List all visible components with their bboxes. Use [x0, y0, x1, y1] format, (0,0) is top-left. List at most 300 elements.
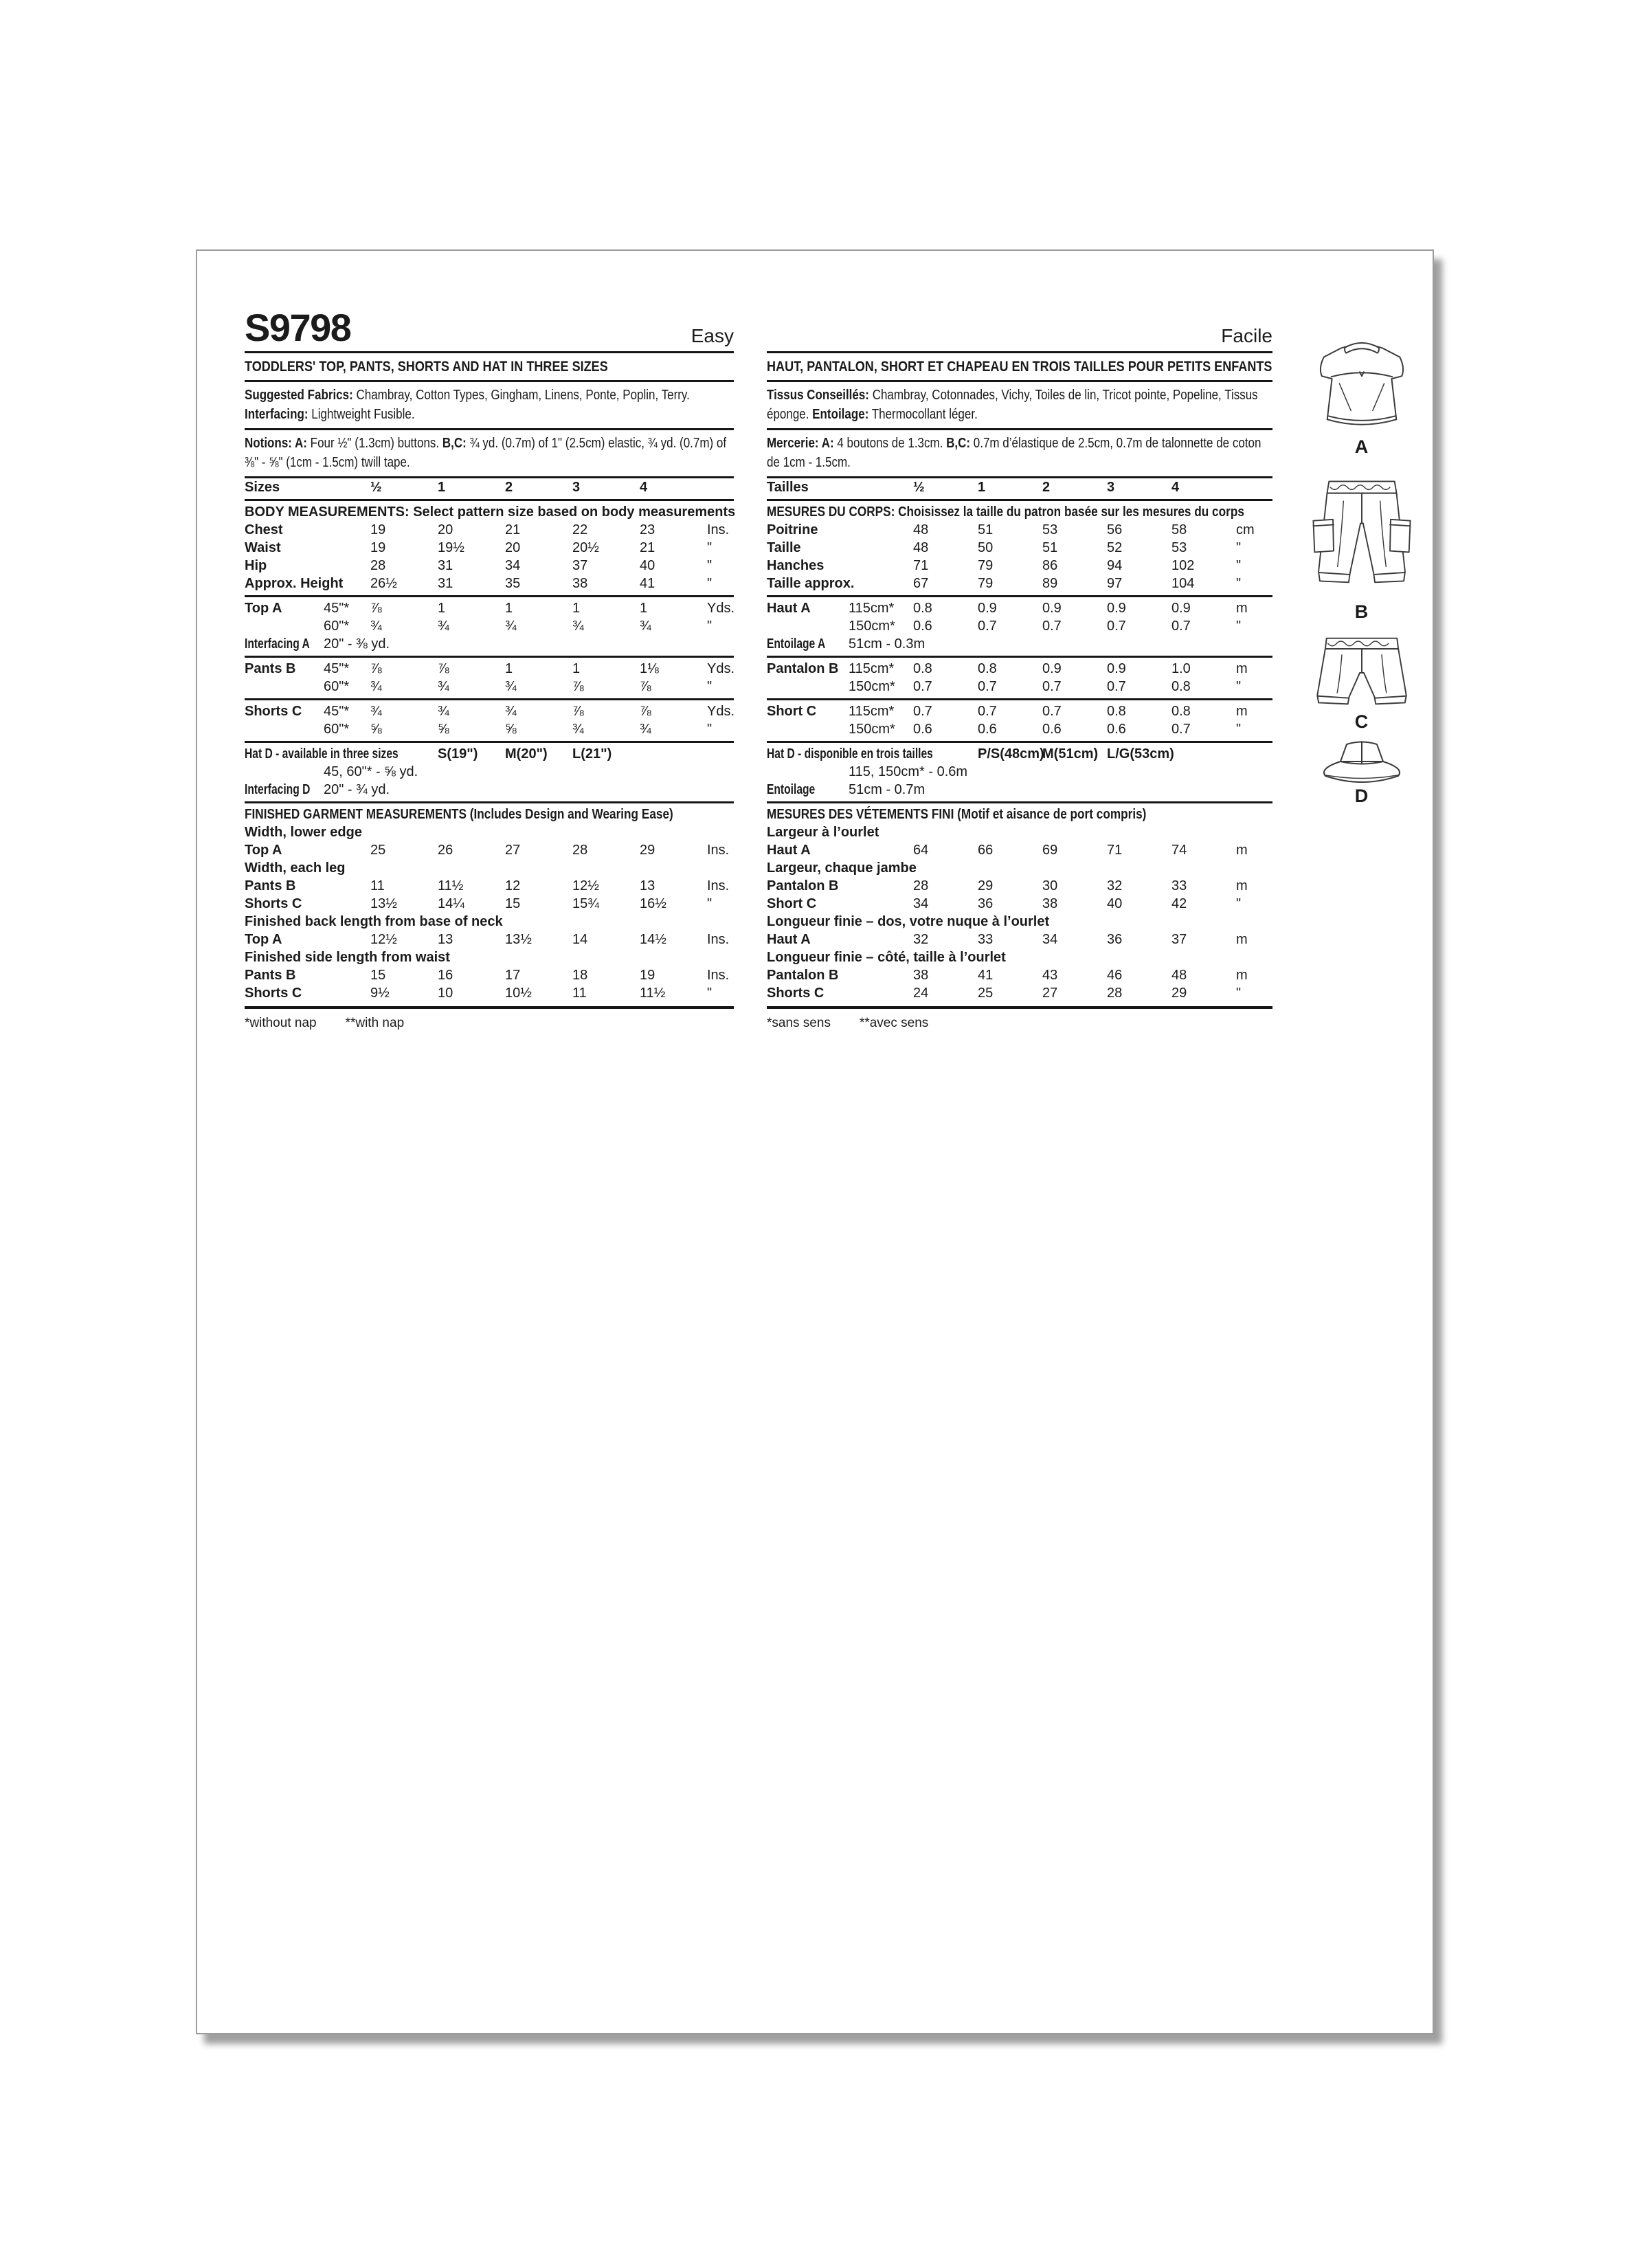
- hat-d-tailles-row: [767, 745, 1272, 763]
- cell: 14: [572, 932, 588, 947]
- cell: 56: [1107, 522, 1123, 537]
- finished-row-top-a-length: [245, 931, 734, 948]
- cell: 48: [913, 540, 929, 555]
- figure-pants-b: [1299, 474, 1424, 622]
- hat-size-large: L(21"): [572, 746, 612, 761]
- cell: 1: [505, 661, 513, 676]
- cell: 1: [505, 601, 513, 616]
- cell: ⅝: [438, 722, 449, 737]
- cell: ⅞: [438, 661, 449, 676]
- cell: 86: [1042, 558, 1058, 573]
- cell: 27: [505, 843, 521, 858]
- cell: 0.6: [1042, 722, 1062, 737]
- cell: 14¼: [438, 896, 464, 911]
- tailles-header-row: [767, 478, 1272, 496]
- top-a-back-view-illustration: [1297, 335, 1427, 436]
- cell: 21: [505, 522, 521, 537]
- cell: 33: [1171, 878, 1187, 893]
- cell: 28: [370, 558, 386, 573]
- cell: 0.7: [1042, 619, 1062, 634]
- row-label: Shorts C: [245, 986, 302, 1001]
- cell: 43: [1042, 968, 1058, 983]
- row-label: Pants B: [245, 968, 296, 983]
- cell: 0.8: [1107, 704, 1126, 719]
- cell: 16: [438, 968, 453, 983]
- cell: 40: [1107, 896, 1123, 911]
- entoilage-d-row: [767, 781, 1272, 799]
- cell: ¾: [438, 679, 449, 694]
- mercerie-text-1: 4 boutons de 1.3cm.: [833, 436, 947, 451]
- cell: ⅝: [505, 722, 517, 737]
- notions-text-1: Four ½" (1.3cm) buttons.: [306, 436, 442, 451]
- row-label: Top A: [245, 601, 282, 616]
- cell: 1: [640, 601, 648, 616]
- divider: [767, 698, 1272, 700]
- cell: 33: [978, 932, 994, 947]
- width-spec: 45"*: [324, 661, 350, 676]
- mercerie-block-fr: [767, 430, 1272, 478]
- interfacing-d-row: [245, 781, 734, 799]
- cell: 34: [505, 558, 521, 573]
- yardage-row-pants-b-60: [245, 678, 734, 696]
- garment-title-en: [245, 353, 734, 382]
- hat-size-small: S(19"): [438, 746, 478, 761]
- cell: ⅞: [370, 601, 382, 616]
- footnote-en: [245, 1011, 734, 1031]
- entoilage-a-metrage: 51cm - 0.3m: [849, 636, 926, 652]
- subhead-width-each-leg: Width, each leg: [245, 860, 346, 876]
- subhead-longueur-dos: Longueur finie – dos, votre nuque à l’ourlet: [767, 914, 1050, 929]
- cell: 1: [572, 661, 581, 676]
- cell: 35: [505, 576, 521, 591]
- hat-size-medium: M(20"): [505, 746, 548, 761]
- row-label-text: Interfacing A: [245, 636, 310, 652]
- table-row-taille: [767, 539, 1272, 557]
- pants-b-back-view-illustration: [1299, 474, 1424, 601]
- cell: ¾: [505, 704, 517, 719]
- cell: 0.7: [1171, 619, 1191, 634]
- cell: ⅞: [572, 679, 584, 694]
- row-label: Pants B: [245, 878, 296, 893]
- hat-d-metrage-row: [767, 763, 1272, 781]
- row-label: Hanches: [767, 558, 824, 573]
- unit-cell: m: [1236, 878, 1248, 893]
- cell: 0.6: [913, 722, 932, 737]
- cell: 13: [438, 932, 453, 947]
- unit-cell: Ins.: [707, 968, 730, 983]
- subhead-back-length: Finished back length from base of neck: [245, 914, 503, 929]
- row-label: Pantalon B: [767, 878, 839, 893]
- divider: [767, 499, 1272, 501]
- cell: 19: [370, 540, 386, 555]
- row-label: Waist: [245, 540, 281, 555]
- row-label: Chest: [245, 522, 283, 537]
- interfacing-a-yardage: 20" - ⅜ yd.: [324, 636, 390, 652]
- cell: 97: [1107, 576, 1123, 591]
- row-label: Pants B: [245, 661, 296, 676]
- width-spec: 60"*: [324, 619, 350, 634]
- cell: 15: [370, 968, 386, 983]
- fabrics-text: Chambray, Cotton Types, Gingham, Linens, Ponte, Poplin, Terry.: [352, 388, 690, 403]
- mesures-corps-text: MESURES DU CORPS: Choisissez la taille du patron basée sur les mesures du corps: [767, 504, 1244, 520]
- yardage-row-shorts-c-45: [245, 702, 734, 720]
- finished-row-haut-a: [767, 841, 1272, 859]
- size-cell: 1: [438, 480, 446, 495]
- figure-top-a: [1297, 335, 1427, 457]
- cell: 37: [572, 558, 588, 573]
- unit-cell: m: [1236, 601, 1248, 616]
- cell: 32: [1107, 878, 1123, 893]
- metrage-row-pantalon-b-115: [767, 660, 1272, 678]
- cell: ⅞: [640, 704, 651, 719]
- cell: 38: [572, 576, 588, 591]
- cell: 36: [1107, 932, 1123, 947]
- unit-cell: m: [1236, 932, 1248, 947]
- column-english: [245, 295, 734, 1031]
- unit-cell: Yds.: [707, 704, 735, 719]
- cell: 22: [572, 522, 588, 537]
- row-label: Taille approx.: [767, 576, 855, 591]
- width-spec: 150cm*: [849, 679, 895, 694]
- hat-size-small: P/S(48cm): [978, 746, 1044, 761]
- garment-illustrations: [1293, 335, 1431, 806]
- fabrics-paragraph: [245, 386, 734, 424]
- finished-row-top-a: [245, 841, 734, 859]
- divider: [767, 595, 1272, 597]
- cell: 38: [913, 968, 929, 983]
- tailles-label: Tailles: [767, 480, 809, 495]
- mesures-vetements-text: MESURES DES VÉTEMENTS FINI (Motif et aisance de port compris): [767, 807, 1147, 822]
- cell: 0.8: [1171, 704, 1191, 719]
- cell: 29: [978, 878, 994, 893]
- unit-cell: ": [1236, 679, 1242, 694]
- cell: 11: [370, 878, 385, 893]
- hat-metrage: 115, 150cm* - 0.6m: [849, 764, 968, 779]
- size-cell: 2: [1042, 480, 1051, 495]
- entoilage-label: Entoilage:: [812, 407, 869, 422]
- unit-cell: ": [707, 576, 713, 591]
- unit-cell: Yds.: [707, 601, 735, 616]
- unit-cell: Ins.: [707, 932, 730, 947]
- garment-title-text: TODDLERS' TOP, PANTS, SHORTS AND HAT IN THREE SIZES: [245, 359, 608, 375]
- figure-shorts-c: [1303, 632, 1421, 732]
- notions-block-en: [245, 430, 734, 478]
- metrage-row-haut-a-115: [767, 599, 1272, 617]
- metrage-row-short-c-150: [767, 720, 1272, 738]
- interfacing-d-yardage: 20" - ¾ yd.: [324, 782, 390, 797]
- cell: 41: [640, 576, 655, 591]
- cell: 0.8: [1171, 679, 1191, 694]
- cell: 42: [1171, 896, 1187, 911]
- tissus-block-fr: [767, 382, 1272, 430]
- row-label: [245, 745, 438, 763]
- cell: 20: [438, 522, 453, 537]
- notions-label: Notions: A:: [245, 436, 307, 451]
- pattern-number: S9798: [245, 305, 351, 349]
- cell: 58: [1171, 522, 1187, 537]
- size-cell: ½: [913, 480, 925, 495]
- cell: 0.7: [913, 704, 932, 719]
- yardage-row-top-a-60: [245, 617, 734, 635]
- cell: 66: [978, 843, 994, 858]
- unit-cell: ": [1236, 722, 1242, 737]
- row-label: Top A: [245, 932, 282, 947]
- interfacing-a-row: [245, 635, 734, 653]
- cell: 48: [1171, 968, 1187, 983]
- cell: 0.7: [1171, 722, 1191, 737]
- cell: ¾: [640, 722, 651, 737]
- tissus-paragraph: [767, 386, 1272, 424]
- entoilage-a-row: [767, 635, 1272, 653]
- row-label: Haut A: [767, 601, 811, 616]
- cell: 11½: [438, 878, 464, 893]
- width-spec: 115cm*: [849, 601, 895, 616]
- row-label: Shorts C: [767, 986, 824, 1001]
- row-label: Haut A: [767, 932, 811, 947]
- unit-cell: m: [1236, 843, 1248, 858]
- finished-row-haut-a-longueur: [767, 931, 1272, 948]
- view-b-label: B: [1354, 601, 1369, 622]
- cell: 1.0: [1171, 661, 1191, 676]
- cell: 19: [370, 522, 386, 537]
- cell: ¾: [370, 679, 382, 694]
- interfacing-text: Lightweight Fusible.: [308, 407, 415, 422]
- cell: 71: [1107, 843, 1123, 858]
- row-label-text: Interfacing D: [245, 782, 311, 797]
- row-label: Haut A: [767, 843, 811, 858]
- cell: 10½: [505, 986, 532, 1001]
- unit-cell: cm: [1236, 522, 1255, 537]
- unit-cell: ": [707, 540, 713, 555]
- subhead-largeur-ourlet: Largeur à l’ourlet: [767, 825, 879, 840]
- unit-cell: ": [1236, 576, 1242, 591]
- cell: 1⅛: [640, 661, 659, 676]
- cell: 36: [978, 896, 994, 911]
- view-d-label: D: [1354, 786, 1369, 806]
- cell: 51: [1042, 540, 1058, 555]
- hat-d-yardage-row: [245, 763, 734, 781]
- unit-cell: ": [707, 619, 713, 634]
- cell: 28: [913, 878, 929, 893]
- entoilage-d-metrage: 51cm - 0.7m: [849, 782, 926, 797]
- cell: 89: [1042, 576, 1058, 591]
- cell: 10: [438, 986, 453, 1001]
- yardage-row-pants-b-45: [245, 660, 734, 678]
- cell: 0.9: [978, 601, 997, 616]
- table-row-waist: [245, 539, 734, 557]
- finished-row-short-c: [767, 895, 1272, 913]
- row-label: Taille: [767, 540, 801, 555]
- difficulty-label-en: Easy: [691, 324, 734, 346]
- cell: 38: [1042, 896, 1058, 911]
- cell: 13½: [505, 932, 532, 947]
- cell: 26: [438, 843, 453, 858]
- cell: ⅝: [370, 722, 382, 737]
- size-cell: 1: [978, 480, 986, 495]
- mercerie-bc-label: B,C:: [946, 436, 971, 451]
- divider: [245, 698, 734, 700]
- cell: 50: [978, 540, 994, 555]
- cell: ¾: [438, 619, 449, 634]
- sizes-header-row: [245, 478, 734, 496]
- cell: ¾: [370, 619, 382, 634]
- yardage-row-shorts-c-60: [245, 720, 734, 738]
- cell: 0.7: [978, 619, 997, 634]
- difficulty-label-fr: Facile: [1221, 324, 1272, 346]
- cell: 11: [572, 986, 587, 1001]
- notions-text-2: ¾ yd. (0.7m) of 1" (2.5cm) elastic, ¾ yd. (0.7m) of ⅜" - ⅝" (1cm - 1.5cm) twill tape.: [245, 436, 727, 470]
- cell: ⅞: [572, 704, 584, 719]
- size-cell: 2: [505, 480, 513, 495]
- cell: 40: [640, 558, 655, 573]
- cell: 23: [640, 522, 655, 537]
- footnote-avec-sens: **avec sens: [859, 1016, 929, 1030]
- cell: 0.6: [1107, 722, 1126, 737]
- cell: 31: [438, 558, 453, 573]
- cell: 0.9: [1171, 601, 1191, 616]
- cell: 52: [1107, 540, 1123, 555]
- cell: 41: [978, 968, 994, 983]
- cell: 0.8: [913, 661, 932, 676]
- cell: ¾: [438, 704, 449, 719]
- divider: [245, 1006, 734, 1009]
- cell: 0.7: [1042, 704, 1062, 719]
- width-spec: 60"*: [324, 722, 350, 737]
- unit-cell: ": [1236, 619, 1242, 634]
- cell: 34: [913, 896, 929, 911]
- cell: 0.7: [978, 704, 997, 719]
- cell: 26½: [370, 576, 397, 591]
- size-cell: ½: [370, 480, 382, 495]
- cell: 12½: [572, 878, 599, 893]
- table-row-chest: [245, 521, 734, 539]
- finished-row-pants-b-length: [245, 966, 734, 984]
- cell: 14½: [640, 932, 666, 947]
- body-measurements-header-en: BODY MEASUREMENTS: Select pattern size based on body measurements: [245, 504, 736, 520]
- row-label: Pantalon B: [767, 968, 839, 983]
- cell: 15¾: [572, 896, 599, 911]
- cell: 37: [1171, 932, 1187, 947]
- unit-cell: Yds.: [707, 661, 735, 676]
- pattern-envelope-back-sheet: [196, 249, 1434, 2034]
- cell: 12½: [370, 932, 397, 947]
- row-label: Hip: [245, 558, 267, 573]
- cell: 1: [572, 601, 581, 616]
- unit-cell: m: [1236, 661, 1248, 676]
- cell: 34: [1042, 932, 1058, 947]
- finished-header-text: FINISHED GARMENT MEASUREMENTS (Includes Design and Wearing Ease): [245, 807, 673, 822]
- cell: ⅞: [370, 661, 382, 676]
- cell: ⅞: [640, 679, 651, 694]
- row-label: [767, 745, 978, 763]
- cell: ¾: [505, 679, 517, 694]
- cell: 104: [1171, 576, 1195, 591]
- cell: 24: [913, 986, 929, 1001]
- table-row-height: [245, 575, 734, 592]
- cell: 27: [1042, 986, 1058, 1001]
- entoilage-text: Thermocollant léger.: [868, 407, 978, 422]
- footnote-sans-sens: *sans sens: [767, 1016, 831, 1030]
- cell: 28: [1107, 986, 1123, 1001]
- subhead-width-lower-edge: Width, lower edge: [245, 825, 362, 840]
- cell: ¾: [505, 619, 517, 634]
- size-cell: 3: [1107, 480, 1115, 495]
- subhead-side-length: Finished side length from waist: [245, 950, 450, 965]
- yardage-row-top-a-45: [245, 599, 734, 617]
- tissus-label: Tissus Conseillés:: [767, 388, 869, 403]
- tissus-text: Chambray, Cotonnades, Vichy, Toiles de lin, Tricot pointe, Popeline, Tissus éponge.: [767, 388, 1258, 422]
- cell: 64: [913, 843, 929, 858]
- cell: 20: [505, 540, 521, 555]
- unit-cell: ": [1236, 558, 1242, 573]
- mesures-vetements-header-fr: [767, 805, 1272, 823]
- metrage-row-short-c-115: [767, 702, 1272, 720]
- cell: 0.9: [1042, 601, 1062, 616]
- size-cell: 4: [1171, 480, 1180, 495]
- hat-size-large: L/G(53cm): [1107, 746, 1174, 761]
- row-label: Approx. Height: [245, 576, 344, 591]
- divider: [767, 1006, 1272, 1009]
- width-spec: 115cm*: [849, 661, 895, 676]
- row-label: [245, 781, 324, 799]
- cell: 17: [505, 968, 521, 983]
- width-spec: 150cm*: [849, 722, 895, 737]
- cell: ¾: [640, 619, 651, 634]
- footnote-fr: [767, 1011, 1272, 1031]
- notions-paragraph: [245, 434, 734, 472]
- row-label: Short C: [767, 896, 817, 911]
- footnote-with-nap: **with nap: [345, 1016, 405, 1030]
- garment-title-text: HAUT, PANTALON, SHORT ET CHAPEAU EN TROIS TAILLES POUR PETITS ENFANTS: [767, 359, 1272, 375]
- cell: 46: [1107, 968, 1123, 983]
- finished-row-pants-b: [245, 877, 734, 895]
- cell: 15: [505, 896, 521, 911]
- cell: ¾: [370, 704, 382, 719]
- fabrics-label: Suggested Fabrics:: [245, 388, 353, 403]
- cell: 1: [438, 601, 446, 616]
- row-label: Shorts C: [245, 704, 302, 719]
- footnote-without-nap: *without nap: [245, 1016, 317, 1030]
- divider: [767, 741, 1272, 743]
- cell: 21: [640, 540, 655, 555]
- column-french: [767, 295, 1272, 1031]
- cell: 0.7: [1107, 679, 1126, 694]
- cell: 0.7: [913, 679, 932, 694]
- finished-row-shorts-c: [245, 895, 734, 913]
- cell: 25: [370, 843, 386, 858]
- row-label: Pantalon B: [767, 661, 839, 676]
- cell: 13½: [370, 896, 397, 911]
- hat-label-text: Hat D - disponible en trois tailles: [767, 746, 933, 761]
- cell: 9½: [370, 986, 390, 1001]
- table-row-poitrine: [767, 521, 1272, 539]
- metrage-row-haut-a-150: [767, 617, 1272, 635]
- sizes-label: Sizes: [245, 480, 280, 495]
- unit-cell: Ins.: [707, 843, 730, 858]
- cell: 16½: [640, 896, 666, 911]
- row-label: Short C: [767, 704, 817, 719]
- cell: 29: [640, 843, 655, 858]
- unit-cell: ": [1236, 540, 1242, 555]
- finished-row-shorts-c-longueur: [767, 984, 1272, 1002]
- cell: 18: [572, 968, 588, 983]
- cell: 30: [1042, 878, 1058, 893]
- size-cell: 4: [640, 480, 648, 495]
- cell: 74: [1171, 843, 1187, 858]
- cell: 0.6: [978, 722, 997, 737]
- cell: 94: [1107, 558, 1123, 573]
- unit-cell: m: [1236, 704, 1248, 719]
